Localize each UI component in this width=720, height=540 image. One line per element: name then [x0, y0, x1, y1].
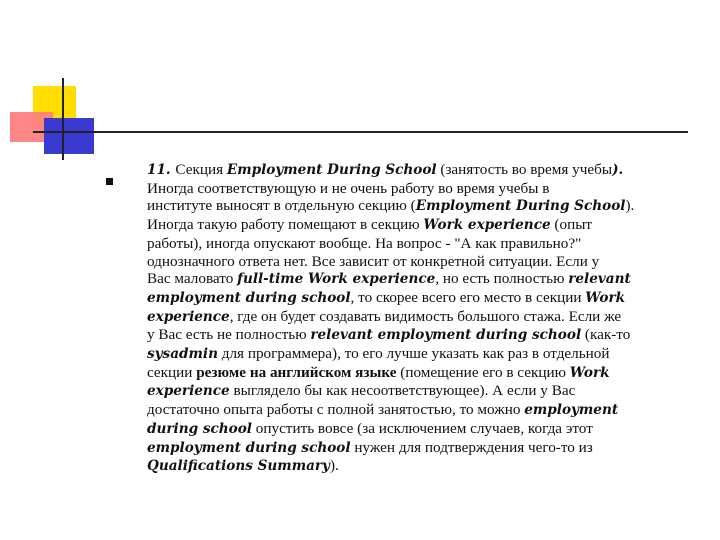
- blue-square: [44, 118, 94, 154]
- emphasized-term: relevant employment during school: [310, 327, 582, 344]
- text-run: нужен для подтверждения чего-то из: [350, 438, 593, 456]
- text-run: , то скорее всего его место в секции: [350, 288, 586, 306]
- emphasized-term: relevant: [568, 271, 631, 288]
- text-line: [147, 161, 697, 180]
- emphasized-term: Employment During School: [226, 162, 437, 178]
- emphasized-term: employment: [524, 402, 619, 419]
- text-run: (опыт: [550, 216, 593, 234]
- text-run: (как-то: [581, 326, 631, 344]
- emphasized-term: Work experience: [423, 217, 551, 234]
- text-run: выглядело бы как несоответствующее). А если у Вас: [229, 382, 576, 400]
- vertical-rule: [62, 78, 64, 160]
- emphasized-term: Work: [569, 364, 610, 381]
- text-line: [147, 270, 697, 289]
- text-line: [147, 308, 697, 327]
- text-line: [147, 180, 697, 198]
- emphasized-term: ).: [612, 162, 624, 178]
- emphasized-term: 11.: [147, 162, 176, 178]
- text-line: [147, 457, 697, 476]
- text-line: [147, 253, 697, 271]
- text-run: (: [436, 161, 446, 178]
- bold-term: резюме на английском языке: [196, 363, 397, 381]
- text-line: [147, 382, 697, 401]
- emphasized-term: employment during school: [147, 439, 351, 456]
- text-run: занятость во время учебы: [445, 161, 613, 178]
- text-line: [147, 289, 697, 308]
- text-run: работы), иногда опускают вообще. На вопрос - "А как правильно?": [147, 234, 582, 252]
- emphasized-term: Work: [585, 289, 626, 306]
- text-run: однозначного ответа нет. Все зависит от конкретной ситуации. Если у: [147, 252, 600, 270]
- text-run: ).: [329, 457, 339, 475]
- text-run: Иногда соответствующую и не очень работу во время учебы в: [147, 179, 550, 197]
- text-line: [147, 439, 697, 458]
- emphasized-term: Employment During School: [415, 198, 626, 215]
- text-run: (помещение его в секцию: [396, 363, 570, 381]
- text-line: [147, 345, 697, 364]
- text-run: Вас маловато: [147, 270, 238, 288]
- emphasized-term: Qualifications Summary: [147, 458, 330, 475]
- text-run: опустить вовсе (за исключением случаев, когда этот: [251, 419, 593, 437]
- text-run: для программера), то его лучше указать как раз в отдельной: [217, 345, 610, 363]
- text-run: институте выносят в отдельную секцию (: [147, 197, 416, 215]
- emphasized-term: sysadmin: [147, 346, 218, 363]
- text-line: [147, 216, 697, 235]
- text-run: ).: [625, 197, 635, 215]
- text-run: Секция: [175, 161, 227, 178]
- text-line: [147, 235, 697, 253]
- text-run: секции: [147, 363, 197, 381]
- text-run: достаточно опыта работы с полной занятостью, то можно: [147, 401, 525, 419]
- text-line: [147, 197, 697, 216]
- horizontal-rule: [33, 131, 688, 133]
- emphasized-term: experience: [147, 308, 230, 325]
- text-run: у Вас есть не полностью: [147, 326, 311, 344]
- square-bullet-icon: [106, 178, 113, 185]
- body-paragraph: [147, 161, 697, 476]
- text-line: [147, 401, 697, 420]
- text-run: , но есть полностью: [435, 270, 569, 288]
- text-run: , где он будет создавать видимость большого стажа. Если же: [229, 307, 622, 325]
- text-line: [147, 364, 697, 383]
- emphasized-term: experience: [147, 383, 230, 400]
- emphasized-term: employment during school: [147, 289, 351, 306]
- emphasized-term: during school: [147, 420, 252, 437]
- text-line: [147, 326, 697, 345]
- text-run: Иногда такую работу помещают в секцию: [147, 216, 424, 234]
- text-line: [147, 420, 697, 439]
- emphasized-term: full-time Work experience: [237, 271, 436, 288]
